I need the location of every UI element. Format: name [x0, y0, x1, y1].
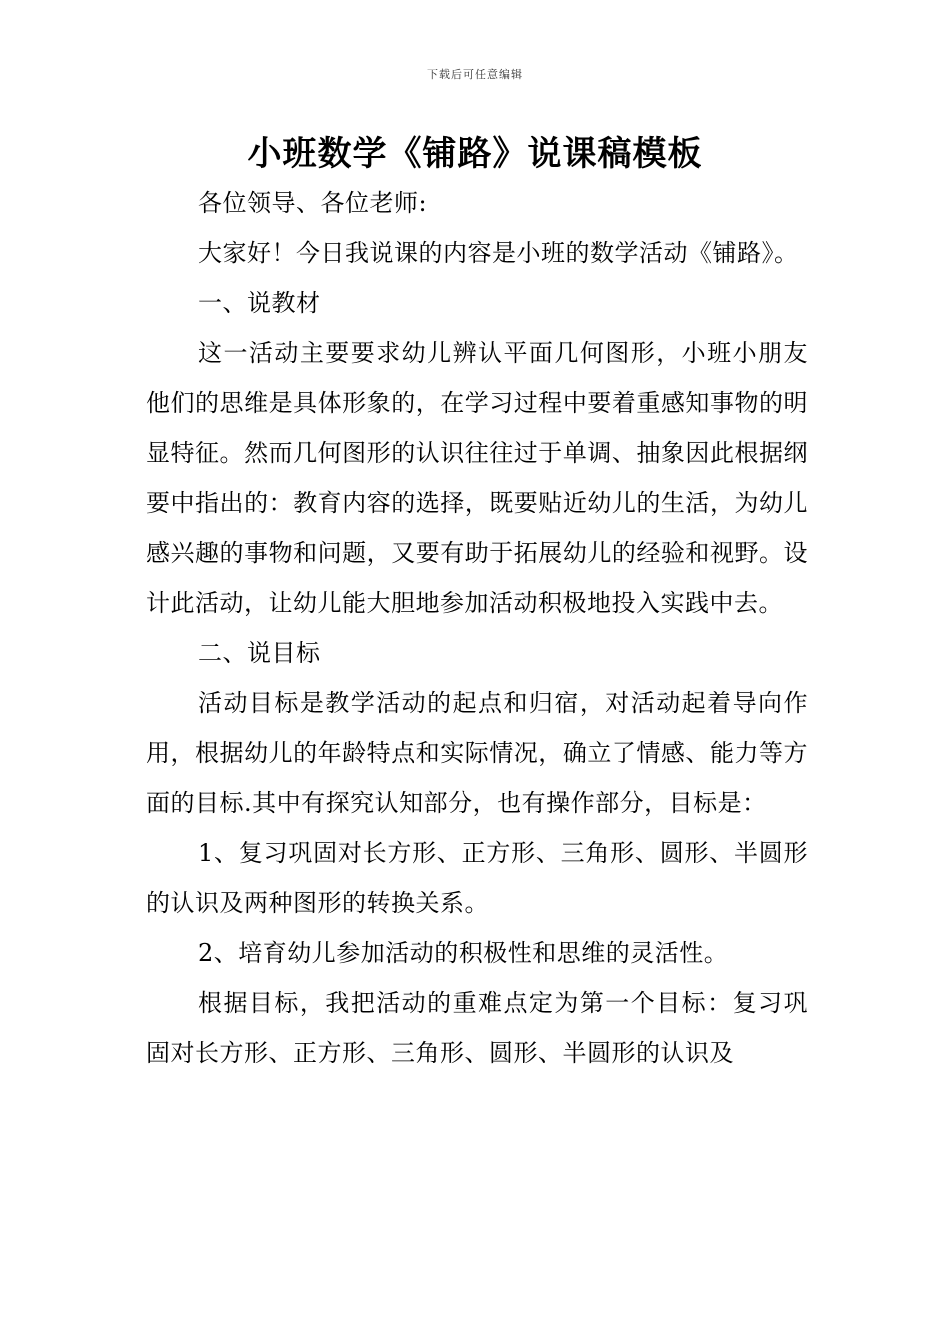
intro-paragraph: 大家好！今日我说课的内容是小班的数学活动《铺路》。 — [198, 239, 799, 267]
section-heading-materials: 一、说教材 — [198, 289, 321, 317]
materials-paragraph: 这一活动主要要求幼儿辨认平面几何图形，小班小朋友他们的思维是具体形象的，在学习过程中要着重感知事物的明显特征。然而几何图形的认识往往过于单调、抽象因此根据纲要中指出的：教育内容的选择，既要贴近幼儿的生活，为幼儿感兴趣的事物和问题，又要有助于拓展幼儿的经验和视野。设计此活动，让幼儿能大胆地参加活动积极地投入实践中去。 — [146, 339, 808, 617]
document-title: 小班数学《铺路》说课稿模板 — [247, 134, 703, 174]
header-note: 下载后可任意编辑 — [427, 68, 523, 81]
document-body — [146, 178, 808, 1078]
goals-paragraph: 活动目标是教学活动的起点和归宿，对活动起着导向作用，根据幼儿的年龄特点和实际情况，确立了情感、能力等方面的目标.其中有探究认知部分，也有操作部分，目标是： — [146, 689, 808, 817]
section-heading-goals: 二、说目标 — [198, 639, 321, 667]
greeting-paragraph: 各位领导、各位老师: — [198, 189, 428, 217]
goal-item-2: 2、培育幼儿参加活动的积极性和思维的灵活性。 — [198, 939, 729, 967]
key-points-paragraph: 根据目标，我把活动的重难点定为第一个目标：复习巩固对长方形、正方形、三角形、圆形、半圆形的认识及 — [146, 989, 808, 1067]
goal-item-1: 1、复习巩固对长方形、正方形、三角形、圆形、半圆形的认识及两种图形的转换关系。 — [146, 839, 808, 917]
